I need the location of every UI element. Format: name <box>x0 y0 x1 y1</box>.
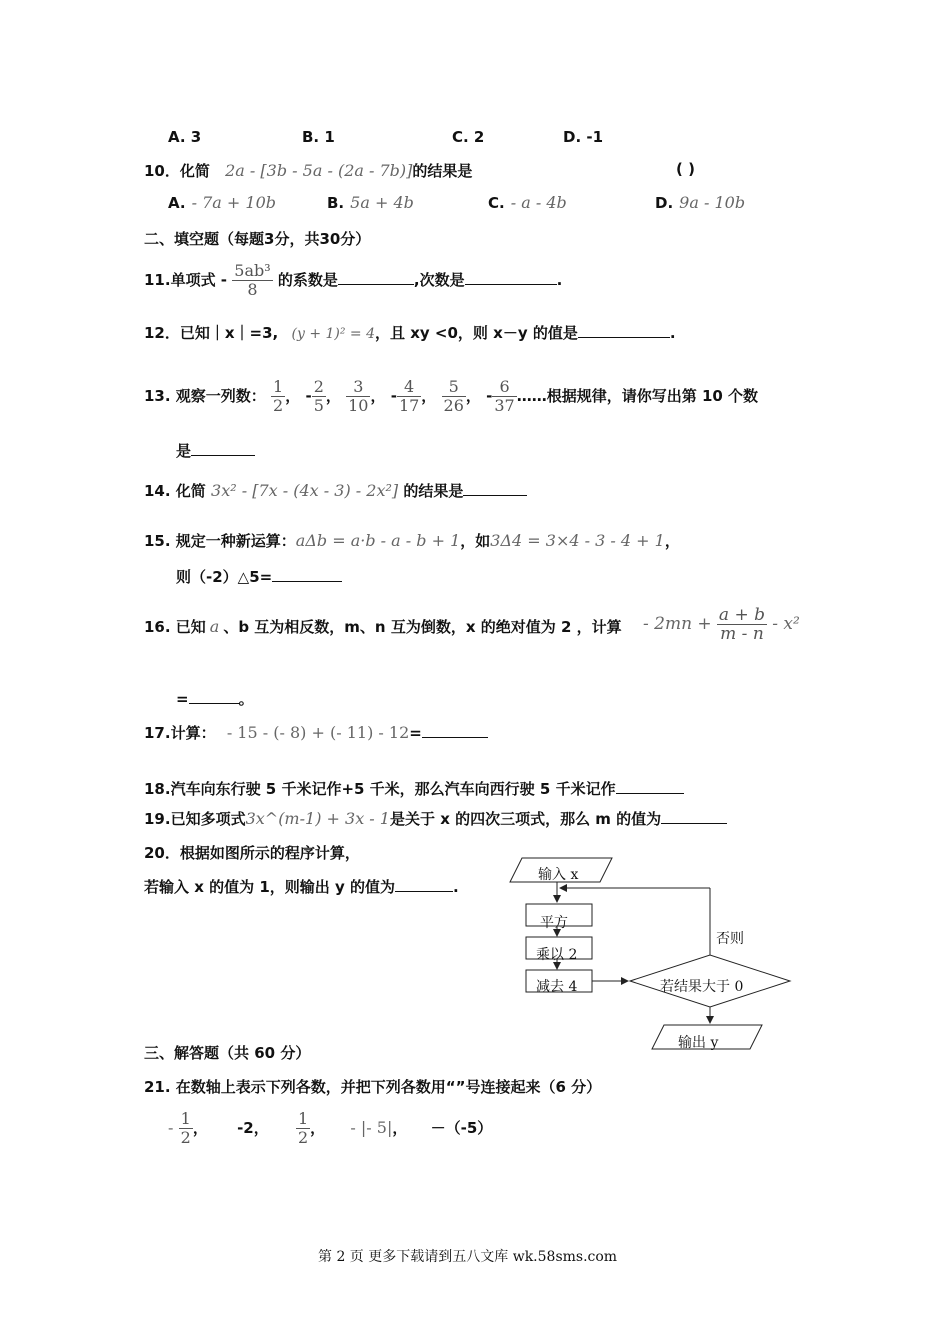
q13-fraction-4: $\frac{4}{17}$ <box>398 377 420 415</box>
q13-fraction-1: $\frac{1}{2}$ <box>273 377 284 415</box>
q13-fraction-2: $\frac{2}{5}$ <box>313 377 324 415</box>
q13-blank <box>191 441 255 456</box>
flowchart-else-label: 否则 <box>716 931 744 947</box>
q10-expression: 2a - [3b - 5a - (2a - 7b)] <box>225 161 413 180</box>
q21-question: 21. 在数轴上表示下列各数，并把下列各数用“”号连接起来（6 分） <box>144 1078 602 1096</box>
flowchart-subtract-label: 减去 4 <box>536 979 578 995</box>
q13-fraction-5: $\frac{5}{26}$ <box>443 377 464 415</box>
q15-definition: aΔb = a·b - a - b + 1 <box>295 531 461 550</box>
q17-question: 17.计算： - 15 - (- 8) + (- 11) - 12= <box>144 722 488 743</box>
q12-blank <box>578 323 670 338</box>
q9-option-c: C. 2 <box>452 128 485 146</box>
q11-fraction: $\frac{\text{5ab³}}{8}$ <box>234 261 271 299</box>
q9-option-d: D. -1 <box>563 128 604 146</box>
q15-question: 15. 规定一种新运算：aΔb = a·b - a - b + 1，如3Δ4 = 3×4 - 3 - 4 + 1， <box>144 531 680 550</box>
q15-line-2: 则（-2）△5= <box>176 566 342 587</box>
q14-blank <box>463 481 527 496</box>
q20-line-2: 若输入 x 的值为 1，则输出 y 的值为 . <box>144 878 459 896</box>
q20-line-1: 20．根据如图所示的程序计算， <box>144 844 360 862</box>
q13-fraction-3: $\frac{3}{10}$ <box>348 377 369 415</box>
q19-expression: 3x^(m-1) + 3x - 1 <box>245 809 390 828</box>
q20-blank <box>395 877 453 892</box>
section-3-heading: 三、解答题（共 60 分） <box>144 1044 311 1062</box>
q13-question: 13. 观察一列数： $\frac{1}{2}$ ， - $\frac{2}{5}$ ， $\frac{3}{10}$ ， - $\frac{4}{17}$ ， $\frac{5}{26}$ ， - $\frac{6}{37}$ ……根据规律，请你写出第 10 个数 <box>144 377 759 415</box>
q9-option-a: A. 3 <box>168 128 202 146</box>
q16-question: 16. 已知 a 、b 互为相反数，m、n 互为倒数，x 的绝对值为 2 ，计算 <box>144 617 622 636</box>
q17-expression: - 15 - (- 8) + (- 11) - 12 <box>226 723 410 742</box>
q15-example: 3Δ4 = 3×4 - 3 - 4 + 1 <box>490 531 665 550</box>
q17-blank <box>422 723 488 738</box>
q9-option-b: B. 1 <box>302 128 335 146</box>
q13-line-2: 是 <box>176 440 255 461</box>
q12-question: 12．已知｜x｜=3, (y + 1)² = 4，且 xy <0，则 x－y 的值是 . <box>144 324 676 342</box>
q16-blank <box>189 689 239 704</box>
q11-question: 11.单项式 - $\frac{\text{5ab³}}{8}$ 的系数是 ,次数是 . <box>144 261 563 299</box>
q16-expression: - 2mn + $\frac{a + b}{m - n}$ - x² <box>643 605 800 644</box>
q11-blank-coefficient <box>338 270 414 285</box>
q15-blank <box>272 567 342 582</box>
q12-expression: (y + 1)² = 4 <box>291 326 376 342</box>
q14-expression: 3x² - [7x - (4x - 3) - 2x²] <box>211 481 399 500</box>
q10-option-c: C. - a - 4b <box>488 193 567 212</box>
q18-question: 18.汽车向东行驶 5 千米记作+5 千米，那么汽车向西行驶 5 千米记作 <box>144 778 684 799</box>
q19-question: 19.已知多项式3x^(m-1) + 3x - 1是关于 x 的四次三项式，那么 m 的值为 <box>144 808 727 829</box>
q21-items: - $\frac{1}{2}$ ， -2， $\frac{1}{2}$ ， - |- 5|， －（-5） <box>168 1109 493 1147</box>
q11-blank-degree <box>465 270 557 285</box>
q10-question: 10．化简 2a - [3b - 5a - (2a - 7b)]的结果是 <box>144 161 473 180</box>
q13-fraction-6: $\frac{6}{37}$ <box>494 377 515 415</box>
q19-blank <box>661 809 727 824</box>
page-footer: 第 2 页 更多下载请到五八文库 wk.58sms.com <box>318 1249 618 1265</box>
flowchart-multiply-label: 乘以 2 <box>536 947 578 963</box>
section-2-heading: 二、填空题（每题3分，共30分） <box>144 230 371 248</box>
q10-option-b: B. 5a + 4b <box>327 193 414 212</box>
flowchart-square-label: 平方 <box>540 915 568 931</box>
q16-line-2: = 。 <box>176 690 254 708</box>
q14-question: 14. 化简 3x² - [7x - (4x - 3) - 2x²] 的结果是 <box>144 480 527 501</box>
q18-blank <box>616 779 684 794</box>
q10-option-a: A. - 7a + 10b <box>168 193 276 212</box>
flowchart-input-label: 输入 x <box>538 867 579 883</box>
q10-option-d: D. 9a - 10b <box>655 193 746 212</box>
flowchart-output-label: 输出 y <box>678 1035 719 1051</box>
q10-answer-paren: ( ) <box>676 160 695 178</box>
flowchart-decision-label: 若结果大于 0 <box>660 979 744 995</box>
